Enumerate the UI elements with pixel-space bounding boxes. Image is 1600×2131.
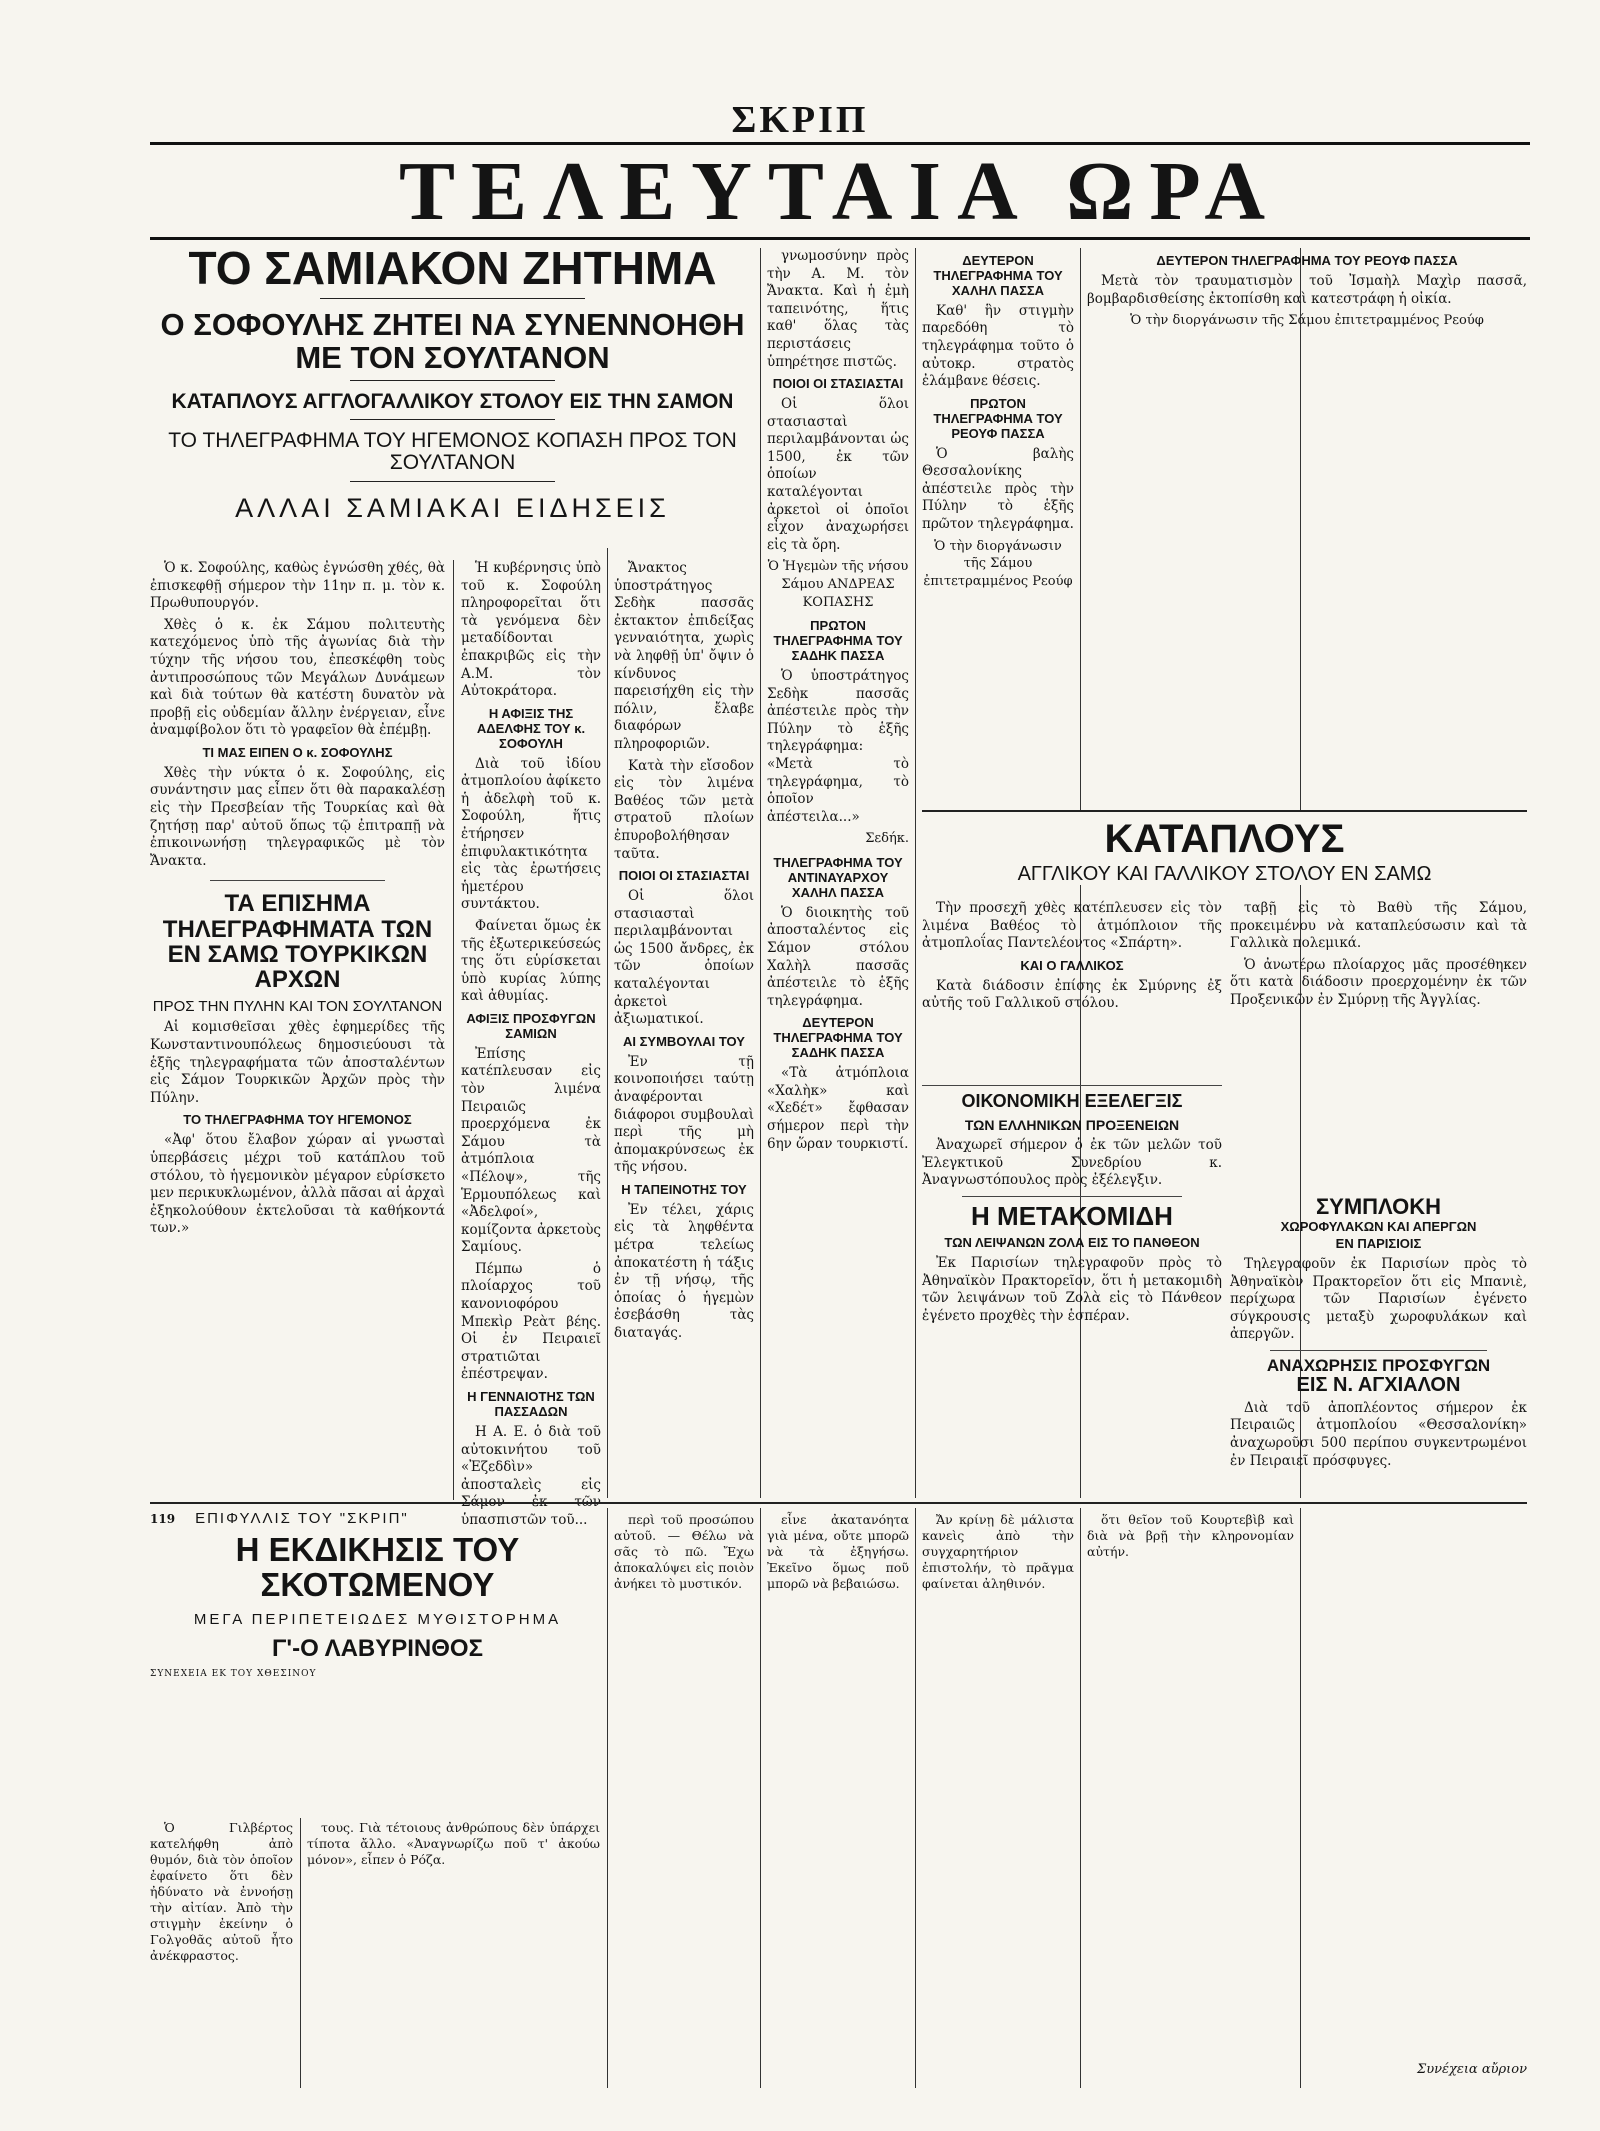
feuilleton-title: Η ΕΚΔΙΚΗΣΙΣ ΤΟΥ ΣΚΟΤΩΜΕΝΟΥ [235,1531,520,1603]
column-rule [915,248,916,1498]
column-4 [767,248,909,1498]
paragraph: γνωμοσύνην πρὸς τὴν Α. Μ. τὸν Ἄνακτα. Καὶ ἡ ἐμὴ ταπεινότης, ἥτις καθ' ὅλας τὰς περιστάσεις ὑπηρέτησε πιστῶς. [767,248,909,370]
telegrams-headline: ΤΑ ΕΠΙΣΗΜΑ ΤΗΛΕΓΡΑΦΗΜΑΤΑ ΤΩΝ ΕΝ ΣΑΜΩ ΤΟΥΡΚΙΚΩΝ ΑΡΧΩΝ [162,890,433,993]
subheading: Η ΑΦΙΞΙΣ ΤΗΣ ΑΔΕΛΦΗΣ ΤΟΥ κ. ΣΟΦΟΥΛΗ [476,705,586,751]
divider [350,481,555,482]
feuilleton-label: ΕΠΙΦΥΛΛΙΣ ΤΟΥ "ΣΚΡΙΠ" [195,1510,409,1527]
subheading: ΔΕΥΤΕΡΟΝ ΤΗΛΕΓΡΑΦΗΜΑ ΤΟΥ ΡΕΟΥΦ ΠΑΣΣΑ [1156,253,1458,268]
metakomidi-subheadline: ΤΩΝ ΛΕΙΨΑΝΩΝ ΖΟΛΑ ΕΙΣ ΤΟ ΠΑΝΘΕΟΝ [944,1235,1200,1251]
feuilleton-column-3 [614,1512,754,2088]
paragraph: Ἐν τέλει, χάρις εἰς τὰ ληφθέντα μέτρα τελείως ἀποκατέστη ἡ τάξις ἐν τῇ νήσῳ, τῆς ὁποίας ὁ ἡγεμὼν ἐσεβάσθη τὰς διαταγάς. [614,1201,754,1341]
masthead-name: ΣΚΡΙΠ [731,99,869,141]
subheading: ΤΙ ΜΑΣ ΕΙΠΕΝ Ο κ. ΣΟΦΟΥΛΗΣ [202,744,393,760]
column-1 [150,560,445,1500]
paragraph: «Ἀφ' ὅτου ἔλαβον χώραν αἱ γνωσταὶ ὑπερβάσεις μέχρι τοῦ κατάπλου τοῦ στόλου, τὸ ἡγεμονικὸν μέγαρον εὑρίσκετο μεν περικυκλωμένον, ἀλλὰ πᾶσαι αἱ ἀρχαὶ ἐξηκολούθουν ἐκτελοῦσαι τὰ καθήκοντά των.» [150,1132,445,1237]
feuilleton-part: Γ'-Ο ΛΑΒΥΡΙΝΘΟΣ [272,1634,483,1662]
lead-headline-3: ΚΑΤΑΠΛΟΥΣ ΑΓΓΛΟΓΑΛΛΙΚΟΥ ΣΤΟΛΟΥ ΕΙΣ ΤΗΝ ΣΑΜΟΝ [171,390,734,414]
column-6 [1087,248,1527,808]
column-rule [300,1818,301,2088]
paragraph: Φαίνεται ὅμως ἐκ τῆς ἐξωτερικεύσεώς της ὅτι εὑρίσκεται ὑπὸ κυρίας λύπης καὶ ἀθυμίας. [461,917,601,1005]
lead-headline-4: ΤΟ ΤΗΛΕΓΡΑΦΗΜΑ ΤΟΥ ΗΓΕΜΟΝΟΣ ΚΟΠΑΣΗ ΠΡΟΣ ΤΟΝ ΣΟΥΛΤΑΝΟΝ [168,429,737,475]
feuilleton-header [150,1510,605,1679]
paragraph: Ἐκ Παρισίων τηλεγραφοῦν πρὸς τὸ Ἀθηναϊκὸν Πρακτορεῖον, ὅτι ἡ μετακομιδὴ τῶν λειψάνων τοῦ Ζολὰ εἰς τὸ Πάνθεον ἐγένετο προχθὲς τὴν ἑσπέραν. [922,1255,1222,1324]
katap-body-left [922,900,1222,1080]
divider [350,419,555,420]
katap-headline: ΚΑΤΑΠΛΟΥΣ [1104,817,1345,861]
subheading: ΤΟ ΤΗΛΕΓΡΑΦΗΜΑ ΤΟΥ ΗΓΕΜΟΝΟΣ [183,1112,412,1128]
divider [350,380,555,381]
anachoriseis-subheadline: ΕΙΣ Ν. ΑΓΧΙΑΛΟΝ [1296,1373,1461,1396]
paragraph: Κατὰ τὴν εἴσοδον εἰς τὸν λιμένα Βαθέος τῶν μετὰ στρατοῦ πλοίων ἐπυροβολήθησαν ταῦτα. [614,757,754,862]
symploki-subheadline: ΧΩΡΟΦΥΛΑΚΩΝ ΚΑΙ ΑΠΕΡΓΩΝ [1280,1219,1477,1235]
column-rule [760,248,761,1498]
paragraph: Ὁ ἀνωτέρω πλοίαρχος μᾶς προσέθηκεν ὅτι κατὰ διάδοσιν προερχομένην ἐκ τῶν Προξενικῶν ἐν Σμύρνῃ τῆς Ἀγγλίας. [1230,956,1527,1008]
subheading: ΤΗΛΕΓΡΑΦΗΜΑ ΤΟΥ ΑΝΤΙΝΑΥΑΡΧΟΥ ΧΑΛΗΛ ΠΑΣΣΑ [773,854,903,900]
section-title: ΤΕΛΕΥΤΑΙΑ ΩΡΑ [398,144,1282,238]
paragraph: Ἄνακτος ὑποστράτηγος Σεδὴκ πασσᾶς ἐκτακτον ἐπιδείξας γενναιότητα, χωρὶς νὰ ληφθῇ ὑπ' ὄψιν ὁ κίνδυνος παρεισήχθη εἰς τὴν πόλιν, ἔλαβε διαφόρων πληροφοριῶν. [614,560,754,752]
column-rule [1080,1508,1081,2088]
subheading: ΠΡΩΤΟΝ ΤΗΛΕΓΡΑΦΗΜΑ ΤΟΥ ΡΕΟΥΦ ΠΑΣΣΑ [933,395,1063,441]
subheading: ΚΑΙ Ο ΓΑΛΛΙΚΟΣ [1020,957,1124,973]
column-rule [1300,1508,1301,2088]
column-rule [760,1508,761,2088]
symploki-block [1230,1195,1527,1497]
signature: Ὁ τὴν διοργάνωσιν τῆς Σάμου ἐπιτετραμμένος Ρεούφ [923,538,1073,589]
paragraph: Χθὲς τὴν νύκτα ὁ κ. Σοφούλης, εἰς συνάντησιν μας εἶπεν ὅτι θὰ παρακαλέσῃ εἰς τὴν Πρεσβείαν τῆς Τουρκίας καὶ θὰ ζητήσῃ παρ' αὐτοῦ ὅπως τῷ ἐπιτραπῇ νὰ ἐπικοινωνήσῃ τηλεγραφικῶς μὲ τὸν Ἄνακτα. [150,764,445,869]
divider [210,880,385,881]
lead-headline-1: ΤΟ ΣΑΜΙΑΚΟΝ ΖΗΤΗΜΑ [188,242,717,294]
paragraph: Μετὰ τὸν τραυματισμὸν τοῦ Ἰσμαὴλ Μαχὶρ πασσᾶ, βομβαρδισθείσης ἐκτοπίσθη καὶ κατεστράφη ἡ οἰκία. [1087,272,1527,307]
paragraph: Ὁ ὑποστράτηγος Σεδὴκ πασσᾶς ἀπέστειλε πρὸς τὴν Πύλην τὸ ἑξῆς τηλεγράφημα: «Μετὰ τὸ τηλεγράφημα, τὸ ὁποῖον ἀπέστειλα...» [767,668,909,825]
paragraph: Ἐν τῇ κοινοποιήσει ταύτῃ ἀναφέρονται διάφοροι συμβουλαὶ περὶ τῆς μὴ ἀπομακρύνσεως ἐκ τῆς νήσου. [614,1053,754,1176]
oikonomiki-subheadline: ΤΩΝ ΕΛΛΗΝΙΚΩΝ ΠΡΟΞΕΝΕΙΩΝ [964,1116,1180,1133]
paragraph: Ἀναχωρεῖ σήμερον ὁ ἐκ τῶν μελῶν τοῦ Ἐλεγκτικοῦ Συνεδρίου κ. Ἀναγνωστόπουλος πρὸς ἐξέλεγξιν. [922,1136,1222,1189]
column-3 [614,560,754,1500]
paragraph: Αἱ κομισθεῖσαι χθὲς ἐφημερίδες τῆς Κωνσταντινουπόλεως δημοσιεύουσι τὰ ἑξῆς τηλεγραφήματα τῶν ἀποσταλέντων εἰς Σάμον Τουρκικῶν Ἀρχῶν πρὸς τὴν Πύλην. [150,1019,445,1106]
paragraph: ὅτι θεῖον τοῦ Κουρτεβὶβ καὶ διὰ νὰ βρῇ τὴν κληρονομίαν αὐτήν. [1087,1512,1294,1559]
feuilleton-continuation: ΣΥΝΕΧΕΙΑ ΕΚ ΤΟΥ ΧΘΕΣΙΝΟΥ [150,1668,317,1679]
lead-headline-2: Ο ΣΟΦΟΥΛΗΣ ΖΗΤΕΙ ΝΑ ΣΥΝΕΝΝΟΗΘΗ ΜΕ ΤΟΝ ΣΟΥΛΤΑΝΟΝ [160,307,745,375]
subheading: ΔΕΥΤΕΡΟΝ ΤΗΛΕΓΡΑΦΗΜΑ ΤΟΥ ΧΑΛΗΛ ΠΑΣΣΑ [933,253,1063,298]
telegrams-subheadline: ΠΡΟΣ ΤΗΝ ΠΥΛΗΝ ΚΑΙ ΤΟΝ ΣΟΥΛΤΑΝΟΝ [152,998,443,1016]
paragraph: εἶνε ἀκατανόητα γιὰ μένα, οὔτε μπορῶ νὰ τὰ ἐξηγήσω. Ἐκεῖνο ὅμως ποῦ μπορῶ νὰ βεβαιώσω. [767,1512,909,1591]
subheading: ΑΦΙΞΙΣ ΠΡΟΣΦΥΓΩΝ ΣΑΜΙΩΝ [466,1010,596,1041]
feuilleton-number: 119 [150,1512,176,1526]
subheading: ΔΕΥΤΕΡΟΝ ΤΗΛΕΓΡΑΦΗΜΑ ΤΟΥ ΣΑΔΗΚ ΠΑΣΣΑ [773,1015,903,1061]
signature: Ὁ Ἡγεμὼν τῆς νήσου Σάμου ΑΝΔΡΕΑΣ ΚΟΠΑΣΗΣ [767,559,909,610]
column-rule [607,1508,608,2088]
symploki-headline: ΣΥΜΠΛΟΚΗ [1315,1194,1442,1219]
subheading: ΠΟΙΟΙ ΟΙ ΣΤΑΣΙΑΣΤΑΙ [772,376,904,392]
feuilleton-subtitle: ΜΕΓΑ ΠΕΡΙΠΕΤΕΙΩΔΕΣ ΜΥΘΙΣΤΟΡΗΜΑ [193,1610,562,1628]
paragraph: Χθὲς ὁ κ. ἐκ Σάμου πολιτευτὴς κατεχόμενος ὑπὸ τῆς ἀγωνίας διὰ τὴν τύχην τῆς νήσου του, ἐπεσκέφθη τοὺς ἀντιπροσώπους τῶν Μεγάλων Δυνάμεων καὶ διὰ τούτων θὰ κατέστη δυνατὸν νὰ προβῇ εἰς οὐδεμίαν ἄλλην ἐνέργειαν, εἶνε ἀναμφίβολον ὅτι τὸ γραφεῖον θὰ ἐπέμβῃ. [150,616,445,739]
lead-headline-5: ΑΛΛΑΙ ΣΑΜΙΑΚΑΙ ΕΙΔΗΣΕΙΣ [235,492,670,523]
katap-block [922,810,1527,885]
paragraph: Τηλεγραφοῦν ἐκ Παρισίων πρὸς τὸ Ἀθηναϊκὸν Πρακτορεῖον ὅτι εἰς Μπανιὲ, περίχωρα τῶν Παρισίων ἐγένετο σύγκρουσις μεταξὺ χωροφυλάκων καὶ ἀπεργῶν. [1230,1255,1527,1343]
column-rule [607,548,608,1498]
anachoriseis-headline: ΑΝΑΧΩΡΗΣΙΣ ΠΡΟΣΦΥΓΩΝ [1266,1355,1491,1375]
feuilleton-divider [150,1502,1527,1504]
subheading: Η ΓΕΝΝΑΙΟΤΗΣ ΤΩΝ ΠΑΣΣΑΔΩΝ [467,1389,595,1419]
feuilleton-continued: Συνέχεια αὔριον [1417,2062,1527,2077]
divider [922,1085,1222,1086]
paragraph: Κατὰ διάδοσιν ἐπίσης ἐκ Σμύρνης ἐξ αὐτῆς τοῦ Γαλλικοῦ στόλου. [922,977,1222,1012]
paragraph: Ἄν κρίνῃ δὲ μάλιστα κανεὶς ἀπὸ τὴν συγχαρητήριον ἐπιστολήν, τὸ πρᾶγμα φαίνεται ἀληθινόν. [922,1512,1074,1591]
paragraph: Διὰ τοῦ ἰδίου ἀτμοπλοίου ἀφίκετο ἡ ἀδελφὴ τοῦ κ. Σοφούλη, ἥτις ἐτήρησεν ἐπιφυλακτικότητα εἰς τὰς ἐρωτήσεις ἡμετέρου συντάκτου. [461,755,601,913]
feuilleton-column-6 [1087,1512,1294,2088]
lead-headline-block [150,240,755,522]
feuilleton-column-2 [307,1820,600,2088]
paragraph: Διὰ τοῦ ἀποπλέοντος σήμερον ἐκ Πειραιῶς ἀτμοπλοίου «Θεσσαλονίκη» ἀναχωροῦσι 500 περίπου συγκεντρωμένοι ἐν Πειραιεῖ πρόσφυγες. [1230,1399,1527,1469]
column-rule [453,560,454,1500]
subheading: ΑΙ ΣΥΜΒΟΥΛΑΙ ΤΟΥ [623,1033,745,1049]
divider [962,1196,1182,1197]
feuilleton-column-5 [922,1512,1074,2088]
paragraph: Η Α. Ε. ὁ διὰ τοῦ αὐτοκινήτου τοῦ «Ἐζεδδὶν» ἀποσταλεὶς εἰς Σάμον ἐκ τῶν ὑπασπιστῶν τοῦ... [461,1423,601,1528]
feuilleton-column-1 [150,1820,293,2088]
katap-body-right [1230,900,1527,1190]
feuilleton-column-4 [767,1512,909,2088]
paragraph: Πέμπω ὁ πλοίαρχος τοῦ κανονιοφόρου Μπεκὶρ Ρεὰτ βέης. Οἱ ἐν Πειραιεῖ στρατιῶται ἐπέστρεψαν. [461,1260,601,1383]
subheading: ΠΟΙΟΙ ΟΙ ΣΤΑΣΙΑΣΤΑΙ [618,868,750,884]
paragraph: Ὁ διοικητὴς τοῦ ἀποσταλέντος εἰς Σάμον στόλου Χαλὴλ πασσᾶς ἀπέστειλε τὸ ἑξῆς τηλεγράφημα. [767,904,909,1009]
divider [922,810,1527,812]
signature: Σεδήκ. [865,831,909,847]
paragraph: Ὁ Γιλβέρτος κατελήφθη ἀπὸ θυμόν, διὰ τὸν ὁποῖον ἐφαίνετο ὅτι δὲν ἠδύνατο νὰ ἐννοήσῃ τὴν αἰτίαν. Ἀπὸ τὴν στιγμὴν ἐκείνην ὁ Γολγοθᾶς αὐτοῦ ἦτο ἀνέκφραστος. [150,1820,293,1963]
paragraph: Καθ' ἣν στιγμὴν παρεδόθη τὸ τηλεγράφημα τοῦτο ὁ αὐτοκρ. στρατὸς ἐλάμβανε θέσεις. [922,302,1074,390]
section-banner [150,142,1530,240]
paragraph: Ἡ κυβέρνησις ὑπὸ τοῦ κ. Σοφούλη πληροφορεῖται ὅτι τὰ γενόμενα δὲν μεταδίδονται ἐπακριβῶς εἰς τὴν Α.Μ. τὸν Αὐτοκράτορα. [461,560,601,700]
paragraph: Ἐπίσης κατέπλευσαν εἰς τὸν λιμένα Πειραιῶς προερχόμενα ἐκ Σάμου τὰ ἀτμόπλοια «Πέλοψ», τῆς Ἑρμουπόλεως καὶ «Ἀδελφοί», κομίζοντα ἀρκετοὺς Σαμίους. [461,1045,601,1256]
subheading: Η ΤΑΠΕΙΝΟΤΗΣ ΤΟΥ [621,1181,747,1197]
column-rule [915,1508,916,2088]
divider [320,298,585,299]
paragraph: Οἱ ὅλοι στασιασταὶ περιλαμβάνονται ὡς 1500 ἄνδρες, ἐκ τῶν ὁποίων καταλέγονται ἀρκετοὶ ἀξιωματικοί. [614,888,754,1028]
column-5 [922,248,1074,808]
paragraph: περὶ τοῦ προσώπου αὐτοῦ. — Θέλω νὰ σᾶς τὸ πῶ. Ἔχω ἀποκαλύψει εἰς ποιὸν ἀνήκει τὸ μυστικόν. [614,1512,754,1591]
paragraph: Οἱ ὅλοι στασιασταὶ περιλαμβάνονται ὡς 1500, ἐκ τῶν ὁποίων καταλέγονται ἀρκετοὶ οἱ ὁποῖοι εἶχον ἀναχωρήσει εἰς τὰ ὄρη. [767,396,909,553]
katap-subheadline: ΑΓΓΛΙΚΟΥ ΚΑΙ ΓΑΛΛΙΚΟΥ ΣΤΟΛΟΥ ΕΝ ΣΑΜΩ [1017,863,1432,885]
signature: Ὁ τὴν διοργάνωσιν τῆς Σάμου ἐπιτετραμμένος Ρεούφ [1130,313,1484,329]
paragraph: Ὁ βαλὴς Θεσσαλονίκης ἀπέστειλε πρὸς τὴν Πύλην τὸ ἑξῆς πρῶτον τηλεγράφημα. [922,445,1074,532]
column-2 [461,560,601,1528]
oikonomiki-headline: ΟΙΚΟΝΟΜΙΚΗ ΕΞΕΛΕΓΞΙΣ [961,1091,1183,1111]
paragraph: Ὁ κ. Σοφούλης, καθὼς ἐγνώσθη χθές, θὰ ἐπισκεφθῇ σήμερον τὴν 11ην π. μ. τὸν κ. Πρωθυπουργόν. [150,560,445,612]
symploki-subheadline-2: ΕΝ ΠΑΡΙΣΙΟΙΣ [1335,1236,1422,1252]
paragraph: «Τὰ ἀτμόπλοια «Χαλὴκ» καὶ «Χεδέτ» ἔφθασαν σήμερον περὶ τὴν 6ην ὥραν τουρκιστί. [767,1065,909,1152]
paragraph: ταβῇ εἰς τὸ Βαθὺ τῆς Σάμου, προκειμένου νὰ καταπλεύσωσιν καὶ τὰ Γαλλικὰ πολεμικά. [1230,900,1527,952]
metakomidi-headline: Η ΜΕΤΑΚΟΜΙΔΗ [971,1200,1173,1231]
paragraph: τους. Γιὰ τέτοιους ἀνθρώπους δὲν ὑπάρχει τίποτα ἄλλο. «Ἀναγνωρίζω ποῦ τ' ἀκούω μόνον», εἶπεν ὁ Ρόζα. [307,1820,600,1867]
subheading: ΠΡΩΤΟΝ ΤΗΛΕΓΡΑΦΗΜΑ ΤΟΥ ΣΑΔΗΚ ΠΑΣΣΑ [773,618,903,664]
paragraph: Τὴν προσεχῆ χθὲς κατέπλευσεν εἰς τὸν λιμένα Βαθέος τὸ ἀτμόπλοιον τῆς ἀτμοπλοΐας Παντελέοντος «Σπάρτη». [922,900,1222,952]
oikonomiki-block [922,1085,1222,1497]
divider [1270,1350,1487,1351]
